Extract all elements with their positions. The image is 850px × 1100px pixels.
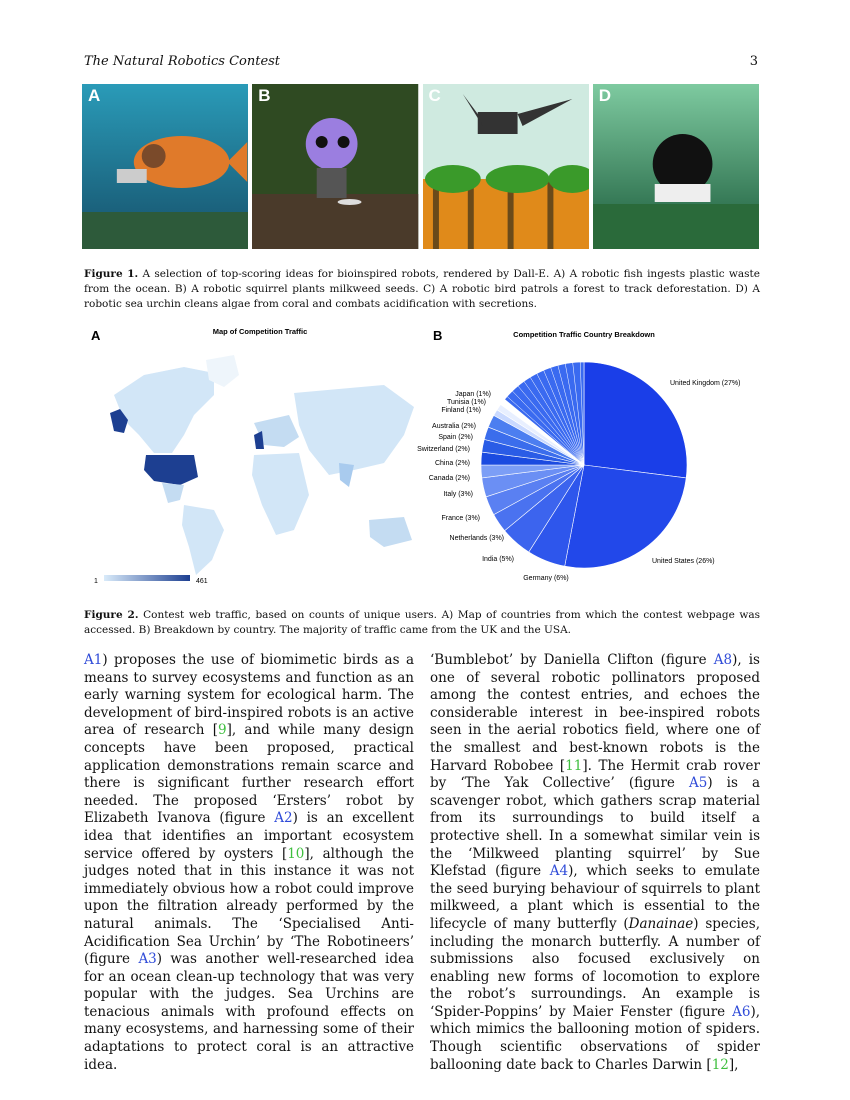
citation-link[interactable]: 10 [287, 845, 305, 862]
figure1-panel-c [423, 84, 589, 249]
body-text: ], [728, 1056, 739, 1073]
body-column-right [430, 652, 760, 1074]
body-text: ), which seeks to emulate the seed burying behaviour of squirrels to plant milkweed, a plant which is essential to the lifecycle of many butterfly ( [430, 863, 760, 932]
caption-text: A selection of top-scoring ideas for bioinspired robots, rendered by Dall-E. A) A robotic fish ingests plastic waste from the ocean. B) A robotic squirrel plants milkweed seeds. C) A robotic bird patrols a forest to track deforestation. D) A robotic sea urchin cleans algae from coral and combats acidification with secretions. [84, 268, 760, 310]
robotic-urchin-image [593, 84, 759, 249]
map-legend [94, 575, 208, 585]
figure1-panel-d [593, 84, 759, 249]
pie-label: Switzerland (2%) [417, 446, 470, 453]
panel-letter: D [598, 86, 612, 105]
body-column-left [84, 652, 414, 1074]
figure-reference-link[interactable]: A3 [138, 951, 157, 968]
figure2-caption [84, 608, 760, 638]
figure-2 [84, 325, 764, 595]
figure1-panel-a [82, 84, 248, 249]
caption-label: Figure 2. [84, 609, 139, 621]
body-text: ], and while many design concepts have been proposed, practical application demonstrations remain scarce and there is significant further research effort needed. The proposed ‘Ersters’ robot by Elizabeth Ivanova (figure [84, 722, 414, 827]
pie-label: Japan (1%) [455, 391, 491, 398]
robotic-squirrel-image [252, 84, 418, 249]
body-text: ), is one of several robotic pollinators proposed among the contest entries, and echoes the considerable interest in bee-inspired robots seen in the aerial robotics field, where one of the smallest and best-known robots is the Harvard Robobee [ [430, 652, 760, 774]
body-text: ]. The Hermit crab rover by ‘The Yak Collective’ (figure [430, 757, 761, 792]
legend-min-label: 1 [94, 578, 98, 585]
figure-reference-link[interactable]: A8 [713, 652, 733, 668]
figure-reference-link[interactable]: A1 [84, 652, 103, 668]
pie-label: United Kingdom (27%) [670, 380, 741, 387]
body-text: ) was another well-researched idea for an ocean clean-up technology that was very popular with the judges. Sea Urchins are tenacious animals with profound effects on many ecosystems, and harnessing some of their adaptations to protect coral is an attractive idea. [84, 951, 415, 1073]
pie-label: Canada (2%) [428, 475, 470, 482]
body-text: ) is a scavenger robot, which gathers scrap material from its surroundings to build itself a protective shell. In a somewhat similar vein is the ‘Milkweed planting squirrel’ by Sue Klefstad (figure [430, 775, 760, 880]
figure1-panel-b [252, 84, 418, 249]
figure-reference-link[interactable]: A5 [688, 775, 708, 792]
body-text: ), which mimics the ballooning motion of spiders. Though scientific observations of spider ballooning date back to Charles Darwin [ [430, 1003, 760, 1073]
pie-label: France (3%) [441, 515, 480, 522]
world-map [96, 351, 421, 575]
body-text: ‘Bumblebot’ by Daniella Clifton (figure [430, 652, 714, 668]
page-number: 3 [749, 54, 758, 69]
body-text: ], although the judges noted that in this instance it was not immediately obvious how a robot could improve upon the filtration already performed by the natural animals. The ‘Specialised Anti-Acidification Sea Urchin’ by ‘The Robotineers’ (figure [84, 845, 414, 968]
pie-label: India (5%) [482, 556, 514, 563]
pie-label: Italy (3%) [443, 491, 473, 498]
panel-a-letter: A [91, 328, 101, 343]
figure-reference-link[interactable]: A2 [274, 810, 293, 827]
panel-b-letter: B [433, 328, 443, 343]
pie-label: Tunisia (1%) [446, 399, 486, 406]
pie-label: United States (26%) [652, 558, 715, 565]
caption-label: Figure 1. [84, 268, 139, 280]
figure-reference-link[interactable]: A6 [732, 1003, 751, 1020]
body-text: Danainae [628, 915, 694, 932]
panel-letter: A [88, 86, 101, 105]
robotic-fish-image [82, 84, 248, 249]
figure-reference-link[interactable]: A4 [549, 863, 569, 880]
pie-slice-united-states [565, 465, 686, 568]
panel-letter: C [428, 86, 441, 105]
citation-link[interactable]: 12 [711, 1056, 729, 1073]
pie-chart [417, 362, 740, 582]
pie-title: Competition Traffic Country Breakdown [513, 330, 655, 339]
pie-label: Germany (6%) [523, 575, 569, 582]
pie-label: Netherlands (3%) [449, 535, 504, 542]
running-title: The Natural Robotics Contest [84, 54, 281, 69]
pie-label: Finland (1%) [441, 407, 481, 414]
panel-letter: B [258, 86, 271, 105]
legend-gradient-bar [104, 575, 190, 581]
figure1-caption [84, 267, 760, 312]
body-text: ) proposes the use of biomimetic birds as a means to survey ecosystems and function as an early warning system for ecological harm. The development of bird-inspired robots is an active area of research [ [84, 652, 414, 739]
body-text: ) is an excellent idea that identifies an important ecosystem service offered by oysters [ [84, 810, 414, 862]
citation-link[interactable]: 9 [217, 722, 227, 739]
figure2-graphic [84, 325, 764, 595]
figure-1 [82, 84, 759, 249]
body-text: ) species, including the monarch butterfly. A number of submissions also focused exclusively on enabling new forms of locomotion to explore the robot’s surroundings. An example is ‘Spider-Poppins’ by Maier Fenster (figure [430, 915, 760, 1020]
map-title: Map of Competition Traffic [212, 327, 308, 336]
legend-max-label: 461 [196, 578, 208, 585]
caption-text: Contest web traffic, based on counts of unique users. A) Map of countries from which the contest webpage was accessed. B) Breakdown by country. The majority of traffic came from the UK and the USA. [84, 609, 760, 636]
pie-label: China (2%) [434, 460, 470, 467]
pie-label: Spain (2%) [438, 434, 473, 441]
robotic-bird-image [423, 84, 589, 249]
citation-link[interactable]: 11 [565, 757, 583, 774]
pie-label: Australia (2%) [432, 423, 476, 430]
